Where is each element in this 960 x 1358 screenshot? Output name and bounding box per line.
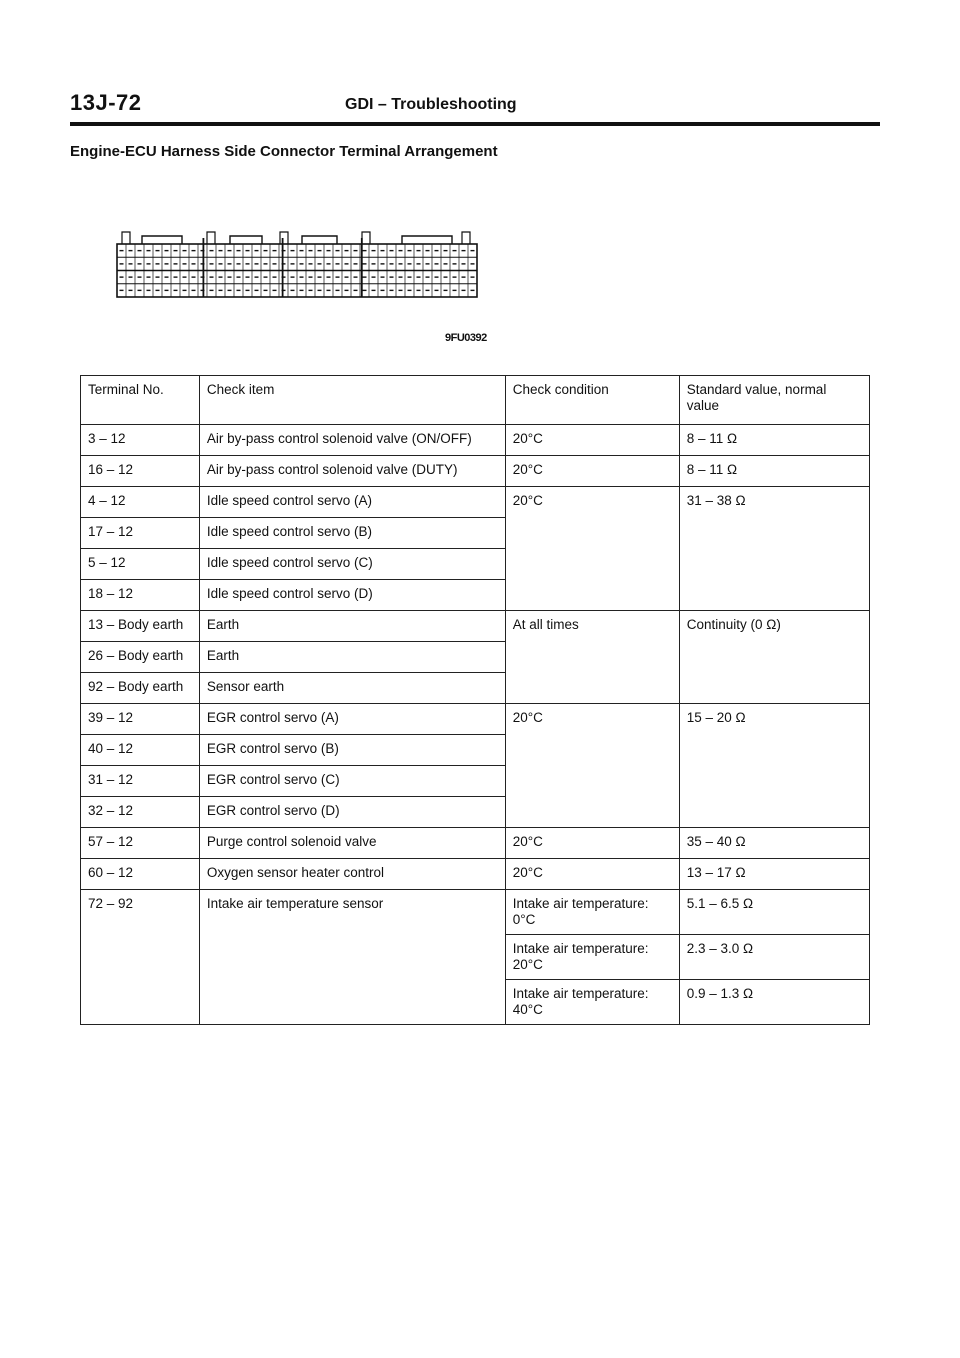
check-item-cell: EGR control servo (A) xyxy=(199,704,505,735)
check-item-cell: Idle speed control servo (C) xyxy=(199,549,505,580)
check-item-cell: Oxygen sensor heater control xyxy=(199,859,505,890)
check-condition-cell: At all times xyxy=(505,611,679,704)
terminal-cell: 31 – 12 xyxy=(81,766,200,797)
terminal-cell: 32 – 12 xyxy=(81,797,200,828)
page-number: 13J-72 xyxy=(70,90,142,115)
standard-value-cell: 5.1 – 6.5 Ω xyxy=(679,890,869,935)
terminal-cell: 39 – 12 xyxy=(81,704,200,735)
check-item-cell: Air by-pass control solenoid valve (ON/OFF) xyxy=(199,425,505,456)
terminal-cell: 40 – 12 xyxy=(81,735,200,766)
check-condition-cell: 20°C xyxy=(505,425,679,456)
check-condition-cell: 20°C xyxy=(505,456,679,487)
header-check-item: Check item xyxy=(199,376,505,425)
check-item-cell: EGR control servo (C) xyxy=(199,766,505,797)
table-row xyxy=(81,704,870,735)
check-item-cell: Earth xyxy=(199,642,505,673)
terminal-cell: 17 – 12 xyxy=(81,518,200,549)
figure-id: 9FU0392 xyxy=(445,332,487,344)
terminal-cell: 3 – 12 xyxy=(81,425,200,456)
section-title: Engine-ECU Harness Side Connector Terminal Arrangement xyxy=(70,143,498,160)
page-header xyxy=(70,90,880,120)
terminal-cell: 92 – Body earth xyxy=(81,673,200,704)
check-item-cell: Idle speed control servo (B) xyxy=(199,518,505,549)
standard-value-cell: 15 – 20 Ω xyxy=(679,704,869,828)
check-item-cell: Sensor earth xyxy=(199,673,505,704)
table-row xyxy=(81,456,870,487)
check-condition-cell: Intake air temperature: 20°C xyxy=(505,935,679,980)
standard-value-cell: 31 – 38 Ω xyxy=(679,487,869,611)
standard-value-cell: 13 – 17 Ω xyxy=(679,859,869,890)
standard-value-cell: 8 – 11 Ω xyxy=(679,425,869,456)
check-item-cell: EGR control servo (B) xyxy=(199,735,505,766)
check-condition-cell: 20°C xyxy=(505,828,679,859)
check-item-cell: Purge control solenoid valve xyxy=(199,828,505,859)
check-item-cell: Earth xyxy=(199,611,505,642)
standard-value-cell: 2.3 – 3.0 Ω xyxy=(679,935,869,980)
standard-value-cell: 35 – 40 Ω xyxy=(679,828,869,859)
terminal-table xyxy=(80,375,870,1025)
terminal-cell: 60 – 12 xyxy=(81,859,200,890)
terminal-cell: 57 – 12 xyxy=(81,828,200,859)
check-condition-cell: 20°C xyxy=(505,704,679,828)
terminal-cell: 18 – 12 xyxy=(81,580,200,611)
check-item-cell: Air by-pass control solenoid valve (DUTY) xyxy=(199,456,505,487)
check-item-cell: Idle speed control servo (A) xyxy=(199,487,505,518)
check-item-cell: EGR control servo (D) xyxy=(199,797,505,828)
standard-value-cell: Continuity (0 Ω) xyxy=(679,611,869,704)
check-condition-cell: Intake air temperature: 40°C xyxy=(505,980,679,1025)
table-row xyxy=(81,487,870,518)
header-check-condition: Check condition xyxy=(505,376,679,425)
table-row xyxy=(81,828,870,859)
header-standard-value: Standard value, normal value xyxy=(679,376,869,425)
standard-value-cell: 0.9 – 1.3 Ω xyxy=(679,980,869,1025)
table-row xyxy=(81,890,870,935)
terminal-cell: 4 – 12 xyxy=(81,487,200,518)
terminal-cell: 72 – 92 xyxy=(81,890,200,1025)
terminal-cell: 16 – 12 xyxy=(81,456,200,487)
check-condition-cell: 20°C xyxy=(505,487,679,611)
table-row xyxy=(81,859,870,890)
table-row xyxy=(81,611,870,642)
check-item-cell: Idle speed control servo (D) xyxy=(199,580,505,611)
table-header-row xyxy=(81,376,870,425)
table-row xyxy=(81,425,870,456)
standard-value-cell: 8 – 11 Ω xyxy=(679,456,869,487)
header-rule xyxy=(70,122,880,126)
terminal-cell: 26 – Body earth xyxy=(81,642,200,673)
check-condition-cell: 20°C xyxy=(505,859,679,890)
connector-diagram xyxy=(112,222,482,302)
header-terminal: Terminal No. xyxy=(81,376,200,425)
check-condition-cell: Intake air temperature: 0°C xyxy=(505,890,679,935)
page-title: GDI – Troubleshooting xyxy=(345,96,517,113)
terminal-cell: 13 – Body earth xyxy=(81,611,200,642)
terminal-cell: 5 – 12 xyxy=(81,549,200,580)
check-item-cell: Intake air temperature sensor xyxy=(199,890,505,1025)
